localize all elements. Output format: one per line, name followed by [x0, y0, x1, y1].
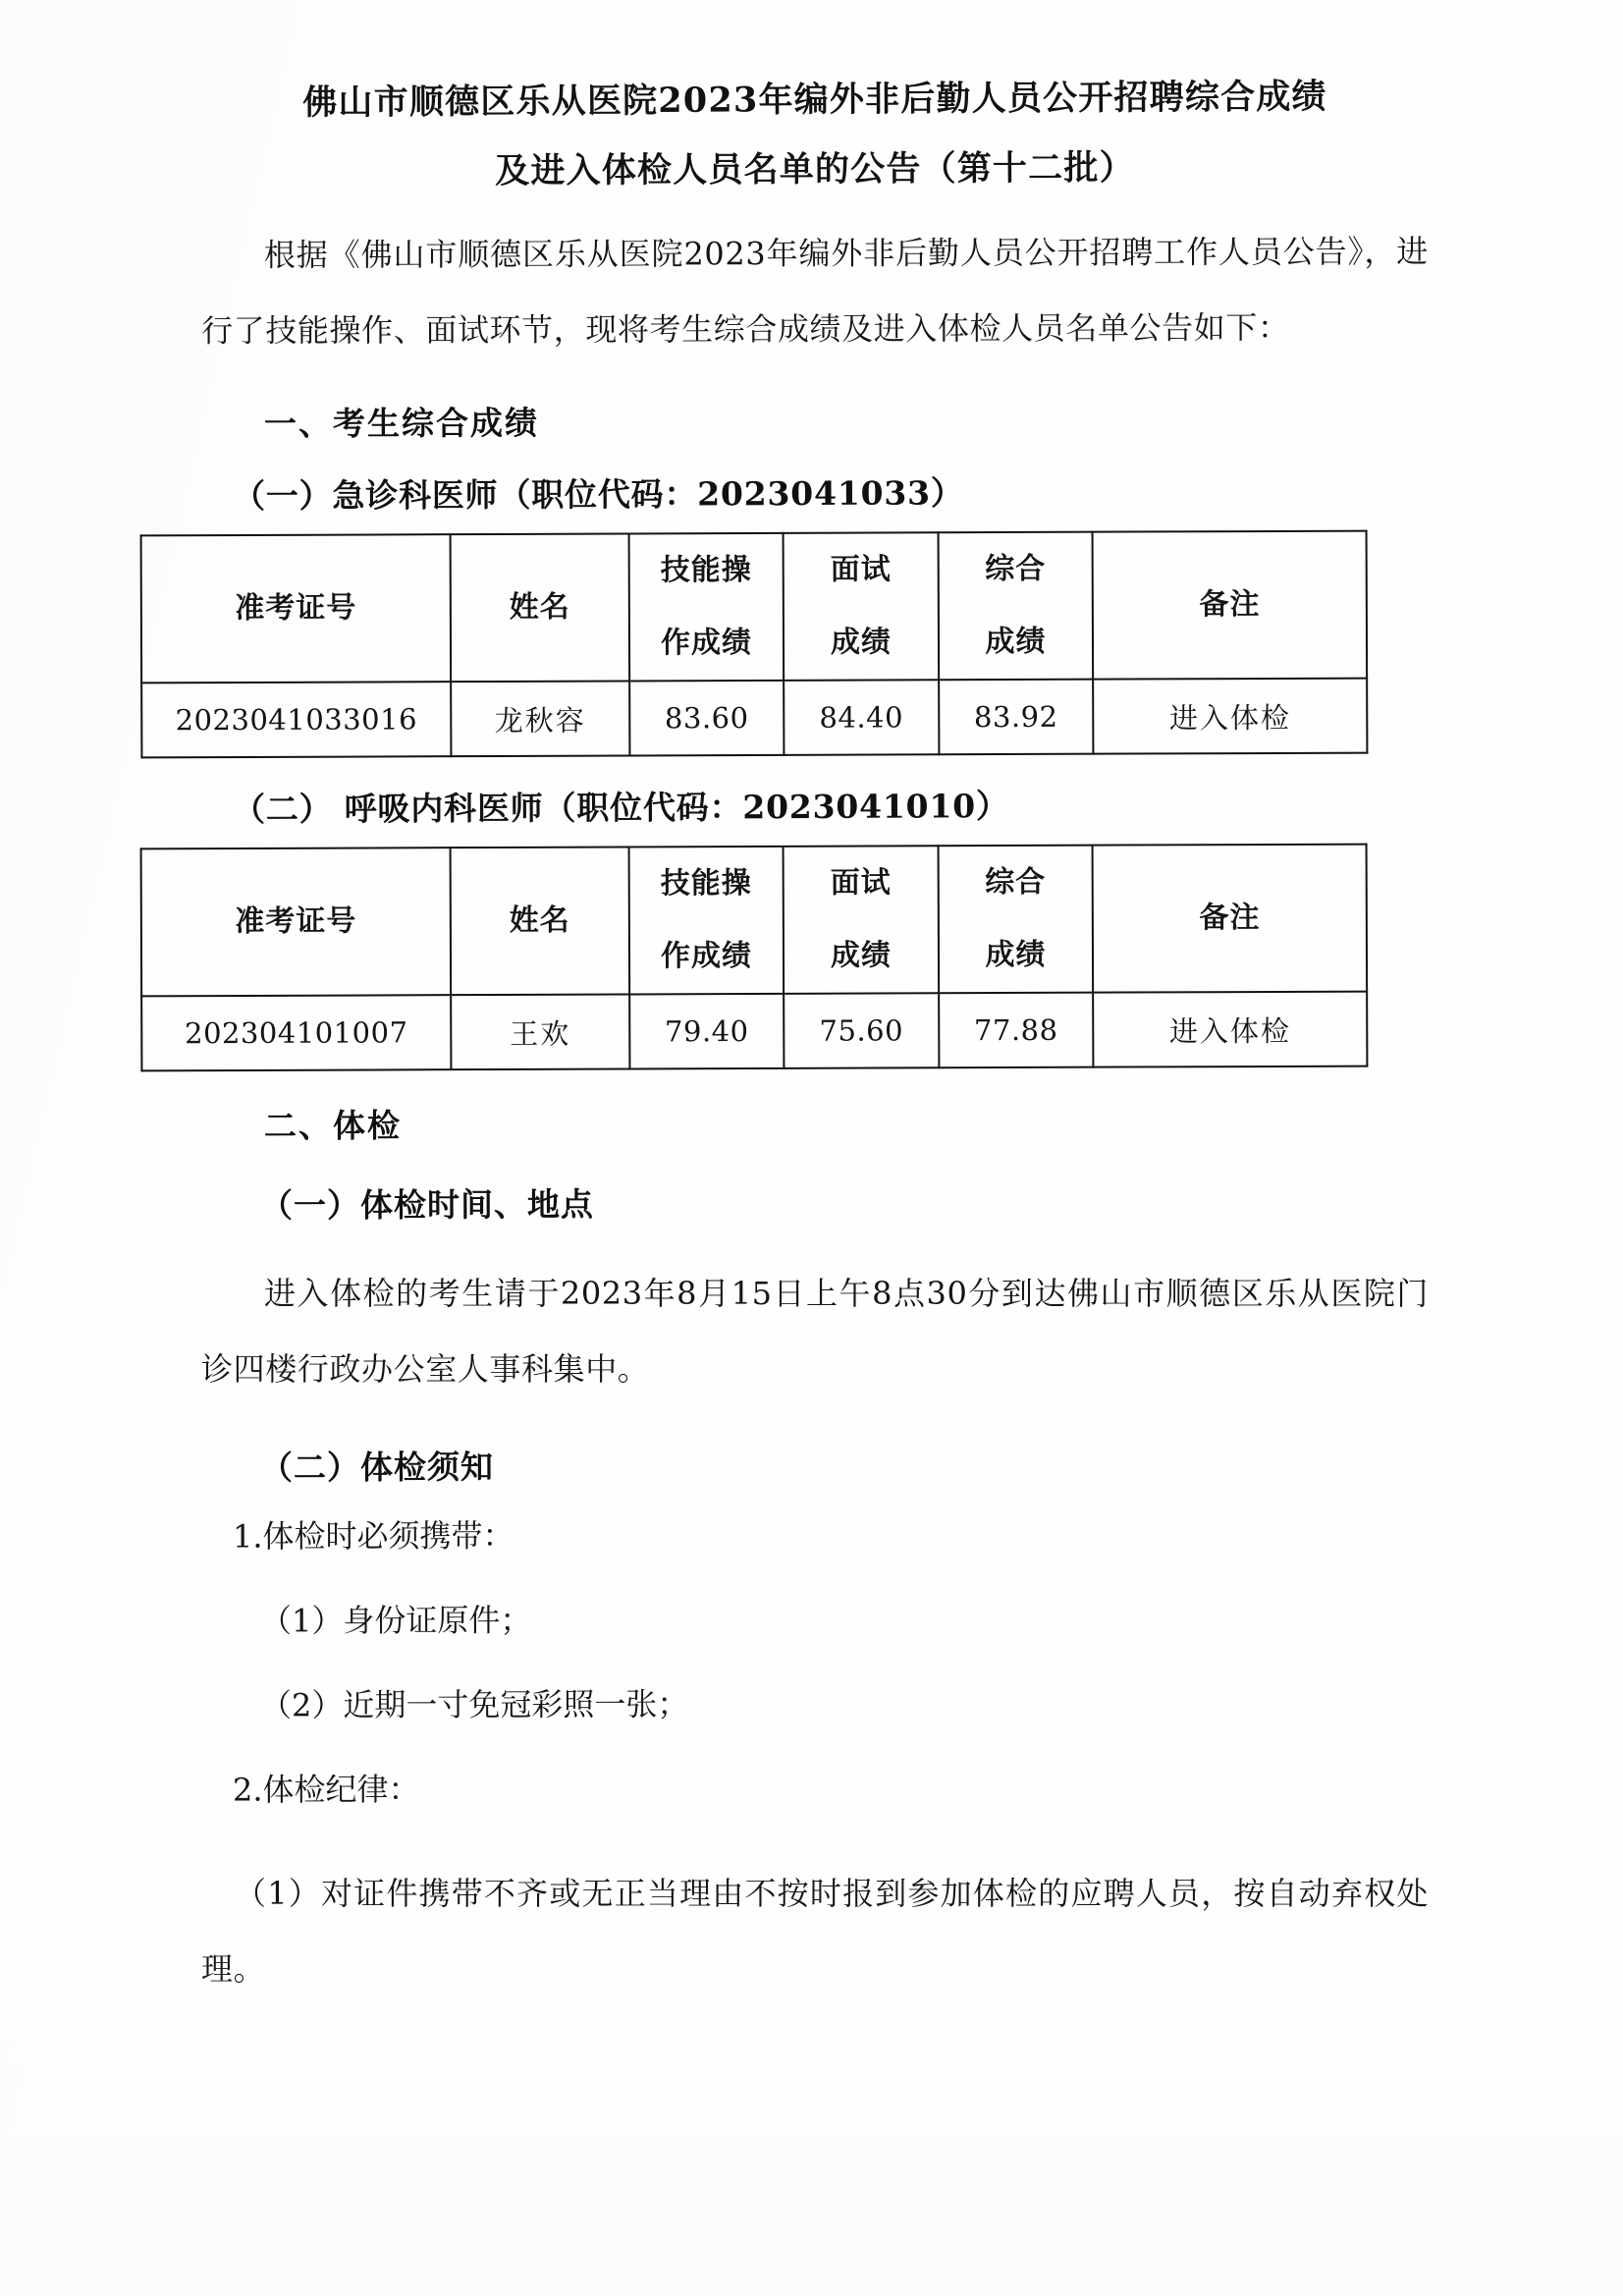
- header-name: 姓名: [451, 533, 629, 682]
- header-note: 备注: [1093, 531, 1367, 680]
- title-line-1: 佛山市顺德区乐从医院2023年编外非后勤人员公开招聘综合成绩: [302, 76, 1327, 124]
- cell-id: 202304101007: [141, 995, 451, 1070]
- document-body: [175, 57, 1429, 2039]
- header-name: 姓名: [451, 847, 629, 995]
- table-row: [141, 992, 1367, 1071]
- header-id: 准考证号: [141, 534, 452, 683]
- table-header-row: [141, 531, 1368, 683]
- header-interview-line-2: 成绩: [830, 938, 893, 973]
- cell-interview: 75.60: [784, 993, 939, 1068]
- table-row: [141, 679, 1367, 758]
- header-total-line-1: 综合: [985, 551, 1047, 587]
- header-total-score: [938, 846, 1093, 994]
- header-total-line-2: 成绩: [985, 937, 1047, 973]
- item-2-1: （1）对证件携带不齐或无正当理由不按时报到参加体检的应聘人员，按自动弃权处理。: [201, 1875, 1429, 1988]
- section-2-2-heading: （二）体检须知: [259, 1448, 495, 1487]
- item-2-heading: 2.体检纪律：: [232, 1771, 420, 1809]
- cell-total: 77.88: [939, 993, 1094, 1068]
- header-interview-score: [784, 532, 939, 681]
- item-1-1: （1）身份证原件；: [259, 1601, 532, 1640]
- header-skill-line-2: 作成绩: [660, 939, 753, 974]
- header-skill-score: [628, 847, 784, 995]
- cell-skill: 83.60: [629, 681, 784, 756]
- table-header-row: [141, 845, 1368, 997]
- section-2-1-body: 进入体检的考生请于2023年8月15日上午8点30分到达佛山市顺德区乐从医院门诊四楼行政办公室人事科集中。: [201, 1275, 1429, 1388]
- header-interview-line-1: 面试: [830, 865, 892, 901]
- score-table-emergency: [140, 530, 1369, 759]
- section-2-1-heading: （一）体检时间、地点: [259, 1184, 595, 1225]
- cell-id: 2023041033016: [141, 682, 451, 757]
- section-2-heading: 二、体检: [263, 1106, 403, 1145]
- cell-skill: 79.40: [629, 994, 784, 1069]
- header-interview-line-1: 面试: [830, 552, 892, 587]
- header-skill-line-1: 技能操: [660, 553, 752, 588]
- cell-interview: 84.40: [784, 680, 939, 755]
- section-1-heading: 一、考生综合成绩: [263, 403, 540, 443]
- cell-total: 83.92: [939, 680, 1094, 755]
- section-1-1-heading: （一）急诊科医师（职位代码：2023041033）: [232, 473, 964, 516]
- item-1-heading: 1.体检时必须携带：: [232, 1516, 514, 1556]
- cell-name: 龙秋容: [451, 681, 629, 756]
- title-line-2: 及进入体检人员名单的公告（第十二批）: [495, 147, 1135, 191]
- header-total-line-2: 成绩: [985, 624, 1047, 660]
- section-1-2-heading: （二） 呼吸内科医师（职位代码：2023041010）: [232, 787, 1009, 829]
- header-interview-score: [784, 846, 939, 994]
- cell-note: 进入体检: [1093, 992, 1367, 1067]
- header-total-line-1: 综合: [985, 864, 1047, 901]
- header-skill-line-2: 作成绩: [660, 626, 753, 661]
- lead-paragraph: 根据《佛山市顺德区乐从医院2023年编外非后勤人员公开招聘工作人员公告》，进行了技能操作、面试环节，现将考生综合成绩及进入体检人员名单公告如下：: [201, 233, 1429, 350]
- document-title: [201, 76, 1429, 191]
- header-skill-score: [628, 533, 784, 682]
- header-id: 准考证号: [141, 847, 452, 996]
- cell-note: 进入体检: [1093, 679, 1367, 754]
- score-table-respiratory: [140, 844, 1369, 1072]
- header-note: 备注: [1093, 845, 1367, 993]
- header-interview-line-2: 成绩: [830, 625, 893, 660]
- cell-name: 王欢: [451, 994, 629, 1069]
- item-1-2: （2）近期一寸免冠彩照一张；: [259, 1685, 689, 1724]
- header-skill-line-1: 技能操: [660, 866, 752, 902]
- header-total-score: [938, 532, 1093, 681]
